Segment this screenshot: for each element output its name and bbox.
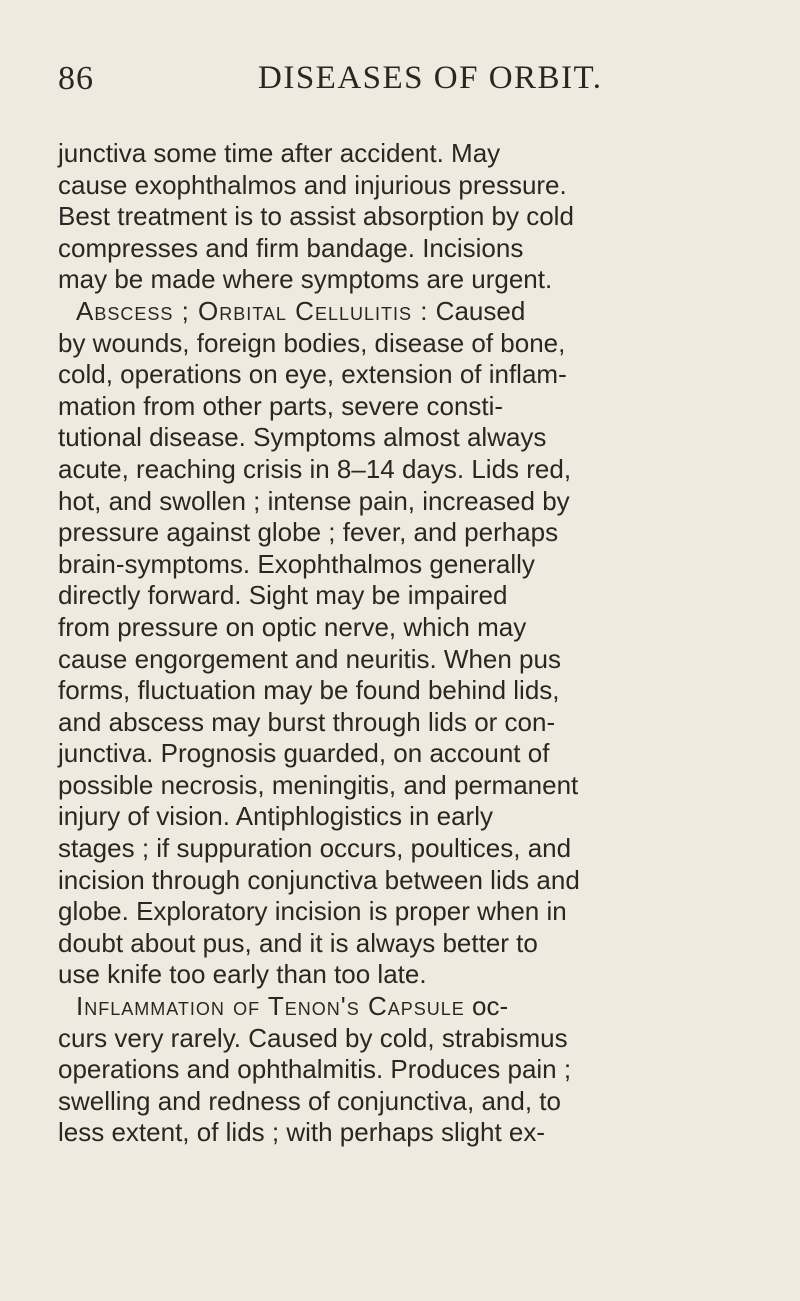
page-header	[58, 60, 718, 110]
text-line: cold, operations on eye, extension of inflam-	[58, 359, 567, 390]
text-line: possible necrosis, meningitis, and permanent	[58, 769, 579, 800]
section-heading-abscess: Abscess ; Orbital Cellulitis :	[76, 295, 429, 326]
text-line: brain-symptoms. Exophthalmos generally	[58, 548, 535, 579]
text-fragment: oc-	[464, 991, 509, 1022]
text-line: by wounds, foreign bodies, disease of bone,	[58, 327, 566, 358]
text-fragment: Caused	[428, 295, 526, 326]
text-line: hot, and swollen ; intense pain, increased by	[58, 485, 570, 516]
text-line: from pressure on optic nerve, which may	[58, 611, 527, 642]
text-line: mation from other parts, severe consti-	[58, 390, 504, 421]
section-heading-tenons-capsule: Inflammation of Tenon's Capsule	[76, 991, 465, 1022]
section-start-line	[58, 991, 788, 1023]
text-line: incision through conjunctiva between lids and	[58, 864, 580, 895]
text-line: operations and ophthalmitis. Produces pain ;	[58, 1054, 572, 1085]
text-line: swelling and redness of conjunctiva, and, to	[58, 1085, 561, 1116]
page-number: 86	[58, 60, 94, 97]
text-line: may be made where symptoms are urgent.	[58, 264, 553, 295]
text-line: junctiva. Prognosis guarded, on account of	[58, 738, 550, 769]
body-text	[58, 138, 788, 1149]
text-line: Best treatment is to assist absorption by cold	[58, 201, 574, 232]
text-line: curs very rarely. Caused by cold, strabismus	[58, 1022, 568, 1053]
text-line: doubt about pus, and it is always better to	[58, 927, 538, 958]
text-line: stages ; if suppuration occurs, poultices, and	[58, 833, 572, 864]
section-start-line	[58, 296, 788, 328]
text-line: cause engorgement and neuritis. When pus	[58, 643, 561, 674]
text-line: pressure against globe ; fever, and perhaps	[58, 517, 559, 548]
text-line: less extent, of lids ; with perhaps slight ex-	[58, 1117, 546, 1148]
text-line: injury of vision. Antiphlogistics in early	[58, 801, 493, 832]
text-line: acute, reaching crisis in 8–14 days. Lids red,	[58, 453, 572, 484]
text-line: use knife too early than too late.	[58, 959, 427, 990]
text-line: cause exophthalmos and injurious pressure.	[58, 169, 567, 200]
text-line: junctiva some time after accident. May	[58, 138, 501, 168]
text-line: and abscess may burst through lids or con-	[58, 706, 556, 737]
running-head-title: DISEASES OF ORBIT.	[258, 60, 603, 96]
text-line: compresses and firm bandage. Incisions	[58, 232, 524, 263]
text-line: tutional disease. Symptoms almost always	[58, 422, 547, 453]
text-line: globe. Exploratory incision is proper when in	[58, 896, 567, 927]
text-line: forms, fluctuation may be found behind lids,	[58, 675, 560, 706]
text-line: directly forward. Sight may be impaired	[58, 580, 508, 611]
